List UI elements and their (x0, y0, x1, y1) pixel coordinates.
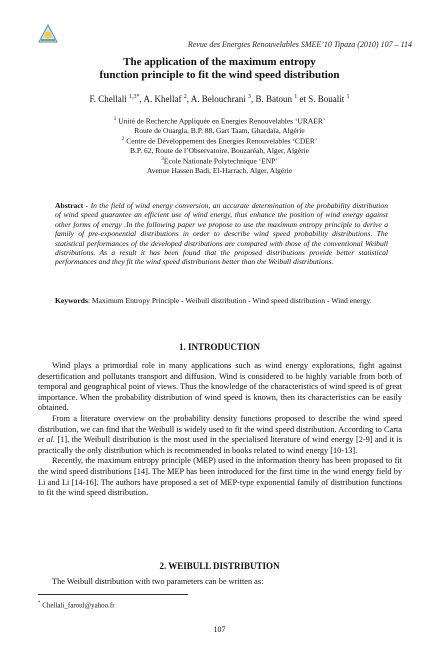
title-line-2: function principle to fit the wind speed distribution (99, 69, 340, 81)
author-separator: , (139, 94, 144, 104)
section-heading-weibull: 2. WEIBULL DISTRIBUTION (159, 561, 280, 571)
paragraph: Recently, the maximum entropy principle (MEP) used in the information theory has been proposed to fit the wind speed distributions [14]. The MEP has been introduced for the first time in the wind energy field by Li and Li [14-16]. The authors have proposed a set of MEP-type exponential family of distribution functions to fit the wind speed distribution. (38, 456, 402, 498)
text-span: et al. (38, 435, 55, 445)
affil-line: Centre de Développement des Energies Renouvelables ‘CDER’ (126, 136, 318, 146)
author-affil-mark: 1 (346, 94, 350, 100)
author-separator: et (297, 94, 309, 104)
affiliation-1 (0, 115, 439, 126)
author-list (0, 94, 439, 104)
keywords-text: : Maximum Entropy Principle - Weibull distribution - Wind speed distribution - Wind energy. (87, 296, 372, 305)
author-name: F. Chellali (89, 94, 127, 104)
affil-mark: 2 (121, 135, 125, 142)
affiliations (0, 115, 439, 175)
footnote (38, 601, 115, 609)
author-affil-mark: 1 (294, 94, 298, 100)
affiliation-2 (0, 135, 439, 146)
affil-mark: 1 (113, 116, 117, 122)
affiliation-3 (0, 155, 439, 166)
author-affil-mark: 1,3* (128, 94, 140, 100)
affil-line: Unité de Recherche Appliquée en Energies Renouvelables ‘URAER’ (118, 116, 326, 126)
author-name: A. Khellaf (143, 94, 182, 104)
footnote-email: Chellali_faroul@yahoo.fr (40, 601, 115, 610)
journal-header: Revue des Energies Renouvelables SMEE’10 Tipaza (2010) 107 – 114 (187, 40, 412, 49)
keywords (55, 296, 388, 306)
footnote-mark: * (38, 601, 41, 606)
paragraph: The Weibull distribution with two parameters can be written as: (52, 577, 264, 586)
author-affil-mark: 2 (183, 94, 187, 100)
author-name: B. Batoun (255, 94, 293, 104)
introduction-body (38, 361, 402, 499)
title-line-1: The application of the maximum entropy (123, 56, 316, 68)
affiliation-3-address: Avenue Hassen Badi, El-Harrach, Alger, Algérie (146, 165, 293, 175)
page-number: 107 (213, 625, 226, 634)
text-span: From a literature overview on the probability density functions proposed to describe the wind speed distribution, we can find that the Weibull is widely used to fit the wind speed distribution. According to Carta (38, 413, 402, 434)
author-separator: , (251, 94, 256, 104)
author-name: S. Boualit (308, 94, 345, 104)
affiliation-2-address: B.P. 62, Route de l’Observatoire, Bouzaréah, Alger, Algérie (129, 145, 310, 155)
paper-title (0, 56, 439, 82)
paragraph (38, 414, 402, 456)
footnote-divider (38, 594, 188, 595)
author-separator: , (186, 94, 191, 104)
abstract (55, 201, 388, 267)
author-name: A. Belouchrani (190, 94, 246, 104)
abstract-text: - In the field of wind energy conversion, an accurate determination of the probability distribution of wind speed guarantee an efficient use of wind energy, thus enhance the position of wind energy against other forms of energy .In the following paper we propose to use the maximum entropy principle to derive a family of pre-exponential distributions in order to describe wind speed probability distributions. The statistical performances of the developed distributions are compared with those of the conventional Weibull distributions. As a result it has been found that the proposed distributions provide better statistical performances and they fit the wind speed distributions better than the Weibull distributions. (55, 201, 388, 267)
keywords-label: Keywords (55, 296, 88, 305)
author-affil-mark: 3 (248, 94, 251, 100)
affil-line: Ecole Nationale Polytechnique ‘ENP’ (163, 156, 278, 166)
affil-mark: 3 (161, 155, 164, 162)
text-span: [1], the Weibull distribution is the most used in the specialised literature of wind energy [2-9] and it is practically the only distribution which is recommended in books related to wind energy [10-13]. (38, 435, 402, 455)
weibull-body (38, 577, 402, 588)
journal-logo-icon (37, 22, 59, 44)
abstract-label: Abstract (55, 201, 84, 210)
affiliation-1-address: Route de Ouargla, B.P. 88, Gart Taam, Ghardaïa, Algérie (134, 125, 305, 135)
paragraph: Wind plays a primordial role in many applications such as wind energy explorations, fight against desertification and pollutants transport and diffusion. Wind is considered to be highly variable from both of temporal and geographical point of views. Thus the knowledge of the characteristics of wind speed is of great importance. When the probability distribution of wind speed is known, then its characteristics can be easily obtained. (38, 361, 402, 413)
section-heading-introduction: 1. INTRODUCTION (178, 342, 260, 352)
